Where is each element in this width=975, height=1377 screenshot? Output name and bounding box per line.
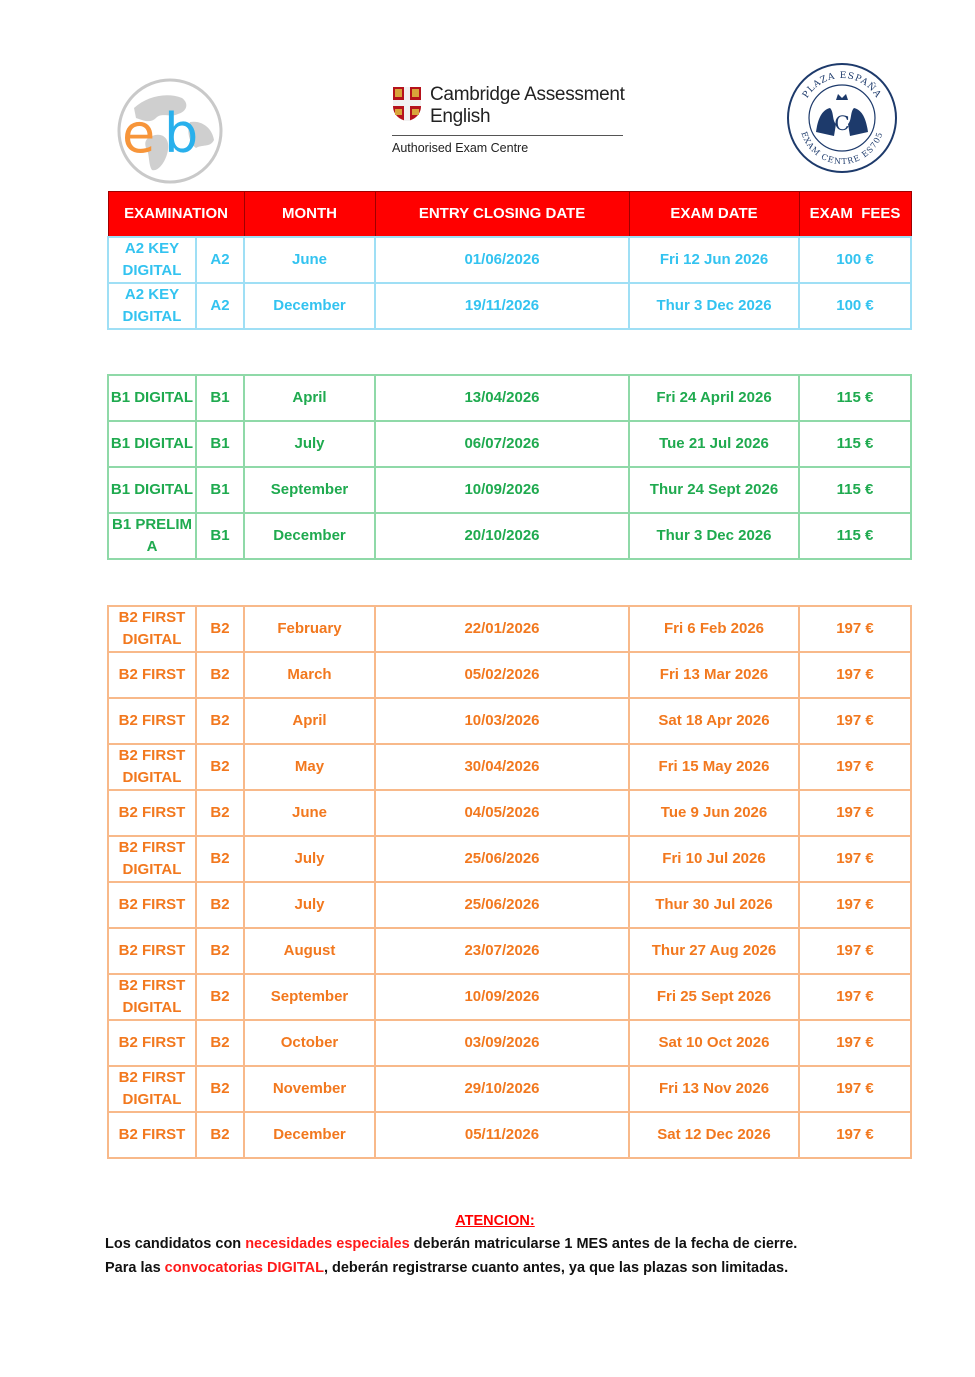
exam-date: Fri 12 Jun 2026 [629,237,799,283]
entry-closing-date: 01/06/2026 [375,237,629,283]
exam-date: Thur 3 Dec 2026 [629,283,799,329]
exam-name: B1 PRELIM A [108,513,196,559]
notice-line2-end: , deberán registrarse cuanto antes, ya que las plazas son limitadas. [323,1260,789,1276]
exam-fee: 197 € [799,1066,911,1112]
notice-digital-highlight: convocatorias DIGITAL [164,1260,324,1276]
table-row [108,513,911,559]
exam-name: B2 FIRST [108,1020,196,1066]
exam-fee: 115 € [799,513,911,559]
entry-closing-date: 19/11/2026 [375,283,629,329]
entry-closing-date: 10/09/2026 [375,467,629,513]
table-row [108,790,911,836]
exam-date: Fri 6 Feb 2026 [629,606,799,652]
exam-level: B1 [196,513,244,559]
cambridge-assessment-logo [392,84,627,164]
b1-exam-table [107,374,912,560]
header-exam-fees: EXAM FEES [799,192,911,237]
exam-month: September [244,467,375,513]
entry-closing-date: 06/07/2026 [375,421,629,467]
exam-fee: 197 € [799,790,911,836]
logo-divider [392,135,623,136]
exam-date: Fri 13 Nov 2026 [629,1066,799,1112]
exam-level: B2 [196,698,244,744]
table-row [108,928,911,974]
exam-date: Sat 10 Oct 2026 [629,1020,799,1066]
exam-month: December [244,283,375,329]
entry-closing-date: 22/01/2026 [375,606,629,652]
table-row [108,882,911,928]
exam-date: Fri 10 Jul 2026 [629,836,799,882]
exam-fee: 197 € [799,836,911,882]
entry-closing-date: 20/10/2026 [375,513,629,559]
table-row [108,744,911,790]
table-row [108,1112,911,1158]
notice-title: ATENCION: [455,1213,535,1229]
authorised-exam-centre-label: Authorised Exam Centre [392,141,529,155]
exam-level: B1 [196,375,244,421]
exam-level: B2 [196,744,244,790]
table-row [108,1020,911,1066]
exam-name: B2 FIRST [108,790,196,836]
exam-month: August [244,928,375,974]
exam-level: B2 [196,606,244,652]
table-row [108,652,911,698]
exam-fee: 197 € [799,974,911,1020]
entry-closing-date: 23/07/2026 [375,928,629,974]
header-month: MONTH [244,192,375,237]
exam-month: July [244,882,375,928]
exam-date: Thur 3 Dec 2026 [629,513,799,559]
entry-closing-date: 03/09/2026 [375,1020,629,1066]
exam-level: B2 [196,1020,244,1066]
exam-name: B2 FIRST [108,882,196,928]
a2-exam-table [107,191,912,330]
exam-date: Fri 25 Sept 2026 [629,974,799,1020]
exam-level: B1 [196,421,244,467]
exam-date: Fri 24 April 2026 [629,375,799,421]
entry-closing-date: 29/10/2026 [375,1066,629,1112]
cambridge-name-line1: Cambridge Assessment [430,84,625,105]
exam-month: July [244,421,375,467]
svg-text:C: C [834,111,850,135]
exam-fee: 100 € [799,283,911,329]
exam-month: April [244,698,375,744]
exam-fee: 197 € [799,1112,911,1158]
header-entry-closing-date: ENTRY CLOSING DATE [375,192,629,237]
exam-name: B2 FIRST [108,698,196,744]
exam-date: Sat 12 Dec 2026 [629,1112,799,1158]
table-row [108,606,911,652]
cambridge-crest-icon [392,86,422,122]
table-row [108,375,911,421]
exam-level: B2 [196,928,244,974]
eb-logo-b: b [164,102,199,165]
exam-date: Thur 27 Aug 2026 [629,928,799,974]
exam-name: A2 KEY DIGITAL [108,283,196,329]
header-examination: EXAMINATION [108,192,244,237]
cambridge-name-line2: English [430,106,491,127]
exam-name: B2 FIRST DIGITAL [108,606,196,652]
b2-exam-table [107,605,912,1159]
exam-level: B2 [196,974,244,1020]
exam-name: B2 FIRST DIGITAL [108,744,196,790]
exam-level: B2 [196,836,244,882]
exam-name: B1 DIGITAL [108,375,196,421]
exam-month: December [244,1112,375,1158]
exam-month: November [244,1066,375,1112]
exam-name: B2 FIRST DIGITAL [108,836,196,882]
exam-name: B2 FIRST [108,652,196,698]
table-row [108,283,911,329]
exam-level: B2 [196,1066,244,1112]
entry-closing-date: 10/03/2026 [375,698,629,744]
exam-fee: 197 € [799,744,911,790]
exam-date: Thur 30 Jul 2026 [629,882,799,928]
eb-globe-logo [112,78,228,184]
entry-closing-date: 25/06/2026 [375,882,629,928]
exam-name: B2 FIRST DIGITAL [108,974,196,1020]
exam-fee: 197 € [799,652,911,698]
entry-closing-date: 13/04/2026 [375,375,629,421]
table-row [108,698,911,744]
entry-closing-date: 30/04/2026 [375,744,629,790]
exam-level: B2 [196,652,244,698]
exam-date: Tue 21 Jul 2026 [629,421,799,467]
cambridge-name [430,84,625,128]
exam-date: Fri 13 Mar 2026 [629,652,799,698]
exam-date: Sat 18 Apr 2026 [629,698,799,744]
exam-month: February [244,606,375,652]
table-row [108,836,911,882]
notice-line1-end: deberán matricularse 1 MES antes de la fecha de cierre. [409,1236,798,1252]
exam-fee: 115 € [799,421,911,467]
exam-month: June [244,790,375,836]
exam-level: A2 [196,283,244,329]
exam-level: B1 [196,467,244,513]
svg-text:PLAZA ESPAÑA: PLAZA ESPAÑA [801,70,883,101]
exam-level: B2 [196,790,244,836]
table-row [108,467,911,513]
exam-date: Thur 24 Sept 2026 [629,467,799,513]
exam-month: September [244,974,375,1020]
exam-date: Tue 9 Jun 2026 [629,790,799,836]
exam-name: B2 FIRST [108,1112,196,1158]
table-row [108,237,911,283]
exam-name: B2 FIRST [108,928,196,974]
exam-fee: 197 € [799,698,911,744]
entry-closing-date: 04/05/2026 [375,790,629,836]
table-row [108,974,911,1020]
entry-closing-date: 05/11/2026 [375,1112,629,1158]
svg-text:EXAM CENTRE ES705: EXAM CENTRE ES705 [799,130,885,167]
exam-name: B1 DIGITAL [108,421,196,467]
table-header-row [108,192,911,237]
exam-month: October [244,1020,375,1066]
notice-special-needs-highlight: necesidades especiales [245,1236,410,1252]
notice-line-special-needs [105,1232,875,1256]
exam-month: July [244,836,375,882]
entry-closing-date: 05/02/2026 [375,652,629,698]
exam-fee: 100 € [799,237,911,283]
table-row [108,421,911,467]
exam-name: B2 FIRST DIGITAL [108,1066,196,1112]
eb-logo-e: e [122,102,156,165]
plaza-espana-seal [786,62,898,174]
notice-line2-start: Para las [105,1260,165,1276]
exam-month: May [244,744,375,790]
attention-notice [105,1210,875,1280]
exam-month: June [244,237,375,283]
exam-level: B2 [196,1112,244,1158]
exam-month: December [244,513,375,559]
exam-fee: 197 € [799,606,911,652]
exam-fee: 115 € [799,467,911,513]
exam-name: A2 KEY DIGITAL [108,237,196,283]
exam-fee: 115 € [799,375,911,421]
seal-emblem-icon [786,62,898,174]
exam-month: March [244,652,375,698]
exam-date: Fri 15 May 2026 [629,744,799,790]
entry-closing-date: 10/09/2026 [375,974,629,1020]
notice-line1-start: Los candidatos con [105,1236,246,1252]
exam-name: B1 DIGITAL [108,467,196,513]
globe-icon [112,78,228,184]
exam-fee: 197 € [799,882,911,928]
notice-line-digital [105,1256,875,1280]
exam-month: April [244,375,375,421]
exam-level: A2 [196,237,244,283]
header-exam-date: EXAM DATE [629,192,799,237]
table-row [108,1066,911,1112]
exam-level: B2 [196,882,244,928]
exam-fee: 197 € [799,1020,911,1066]
entry-closing-date: 25/06/2026 [375,836,629,882]
exam-fee: 197 € [799,928,911,974]
